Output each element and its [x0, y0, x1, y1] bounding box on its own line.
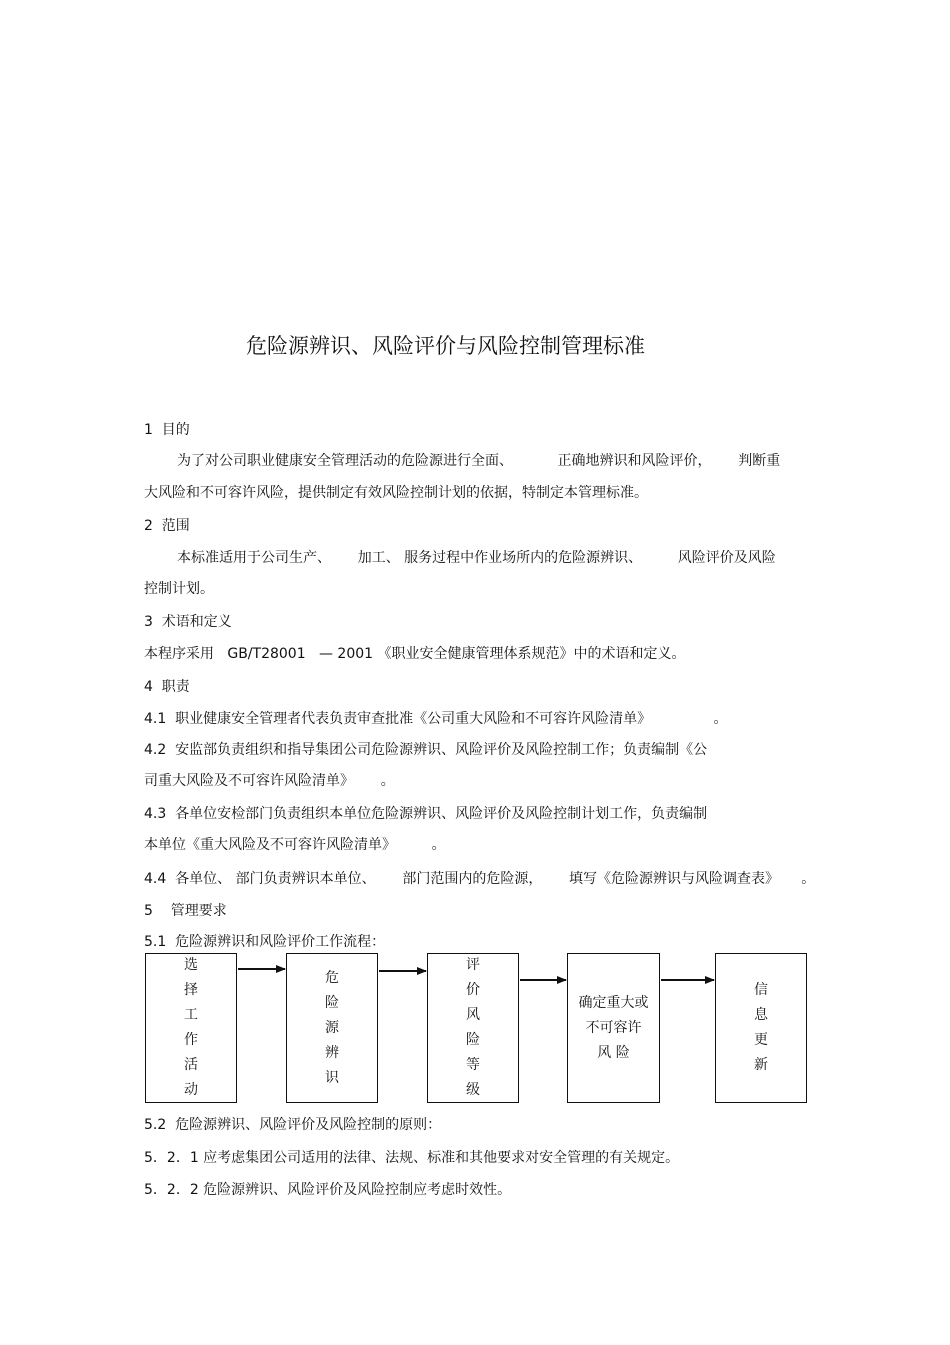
section-5-2-1: 5．2．1 应考虑集团公司适用的法律、法规、标准和其他要求对安全管理的有关规定。: [144, 1150, 680, 1166]
section-3-text: 本程序采用 GB/T28001 — 2001 《职业安全健康管理体系规范》中的术语和定义。: [144, 646, 686, 662]
page-title: 危险源辨识、风险评价与风险控制管理标准: [246, 334, 645, 358]
section-4-3-line-1: 4.3 各单位安检部门负责组织本单位危险源辨识、风险评价及风险控制计划工作，负责编制: [144, 806, 708, 822]
section-3-heading: 3 术语和定义: [144, 614, 232, 630]
section-5-heading: 5 管理要求: [144, 903, 227, 919]
section-2-text-line-1: 本标准适用于公司生产、 加工、 服务过程中作业场所内的危险源辨识、 风险评价及风险: [177, 550, 776, 566]
section-1-heading: 1 目的: [144, 422, 190, 438]
section-4-2-line-1: 4.2 安监部负责组织和指导集团公司危险源辨识、风险评价及风险控制工作；负责编制《公: [144, 742, 708, 758]
section-4-2-line-2: 司重大风险及不可容许风险清单》 。: [144, 773, 395, 789]
flow-box-select-activity-label: 选 择 工 作 活 动: [184, 957, 198, 1098]
section-4-heading: 4 职责: [144, 679, 190, 695]
flow-box-information-update-label: 信 息 更 新: [754, 982, 768, 1073]
flow-box-assess-risk-level-label: 评 价 风 险 等 级: [466, 957, 480, 1098]
section-5-1: 5.1 危险源辨识和风险评价工作流程：: [144, 934, 386, 950]
flow-box-hazard-identification-label: 危 险 源 辨 识: [325, 969, 339, 1086]
section-4-1: 4.1 职业健康安全管理者代表负责审查批准《公司重大风险和不可容许风险清单》 。: [144, 711, 728, 727]
section-5-2-2: 5．2．2 危险源辨识、风险评价及风险控制应考虑时效性。: [144, 1182, 512, 1198]
section-5-2: 5.2 危险源辨识、风险评价及风险控制的原则：: [144, 1117, 442, 1133]
section-2-heading: 2 范围: [144, 518, 190, 534]
section-1-text-line-1: 为了对公司职业健康安全管理活动的危险源进行全面、 正确地辨识和风险评价， 判断重: [177, 453, 781, 469]
section-2-text-line-2: 控制计划。: [144, 581, 214, 597]
section-4-4: 4.4 各单位、 部门负责辨识本单位、 部门范围内的危险源， 填写《危险源辨识与风险调查表》 。: [144, 871, 816, 887]
section-4-3-line-2: 本单位《重大风险及不可容许风险清单》 。: [144, 837, 446, 853]
section-1-text-line-2: 大风险和不可容许风险，提供制定有效风险控制计划的依据，特制定本管理标准。: [144, 485, 648, 501]
flow-box-determine-major-risk-label: 确定重大或 不可容许 风 险: [578, 994, 649, 1061]
